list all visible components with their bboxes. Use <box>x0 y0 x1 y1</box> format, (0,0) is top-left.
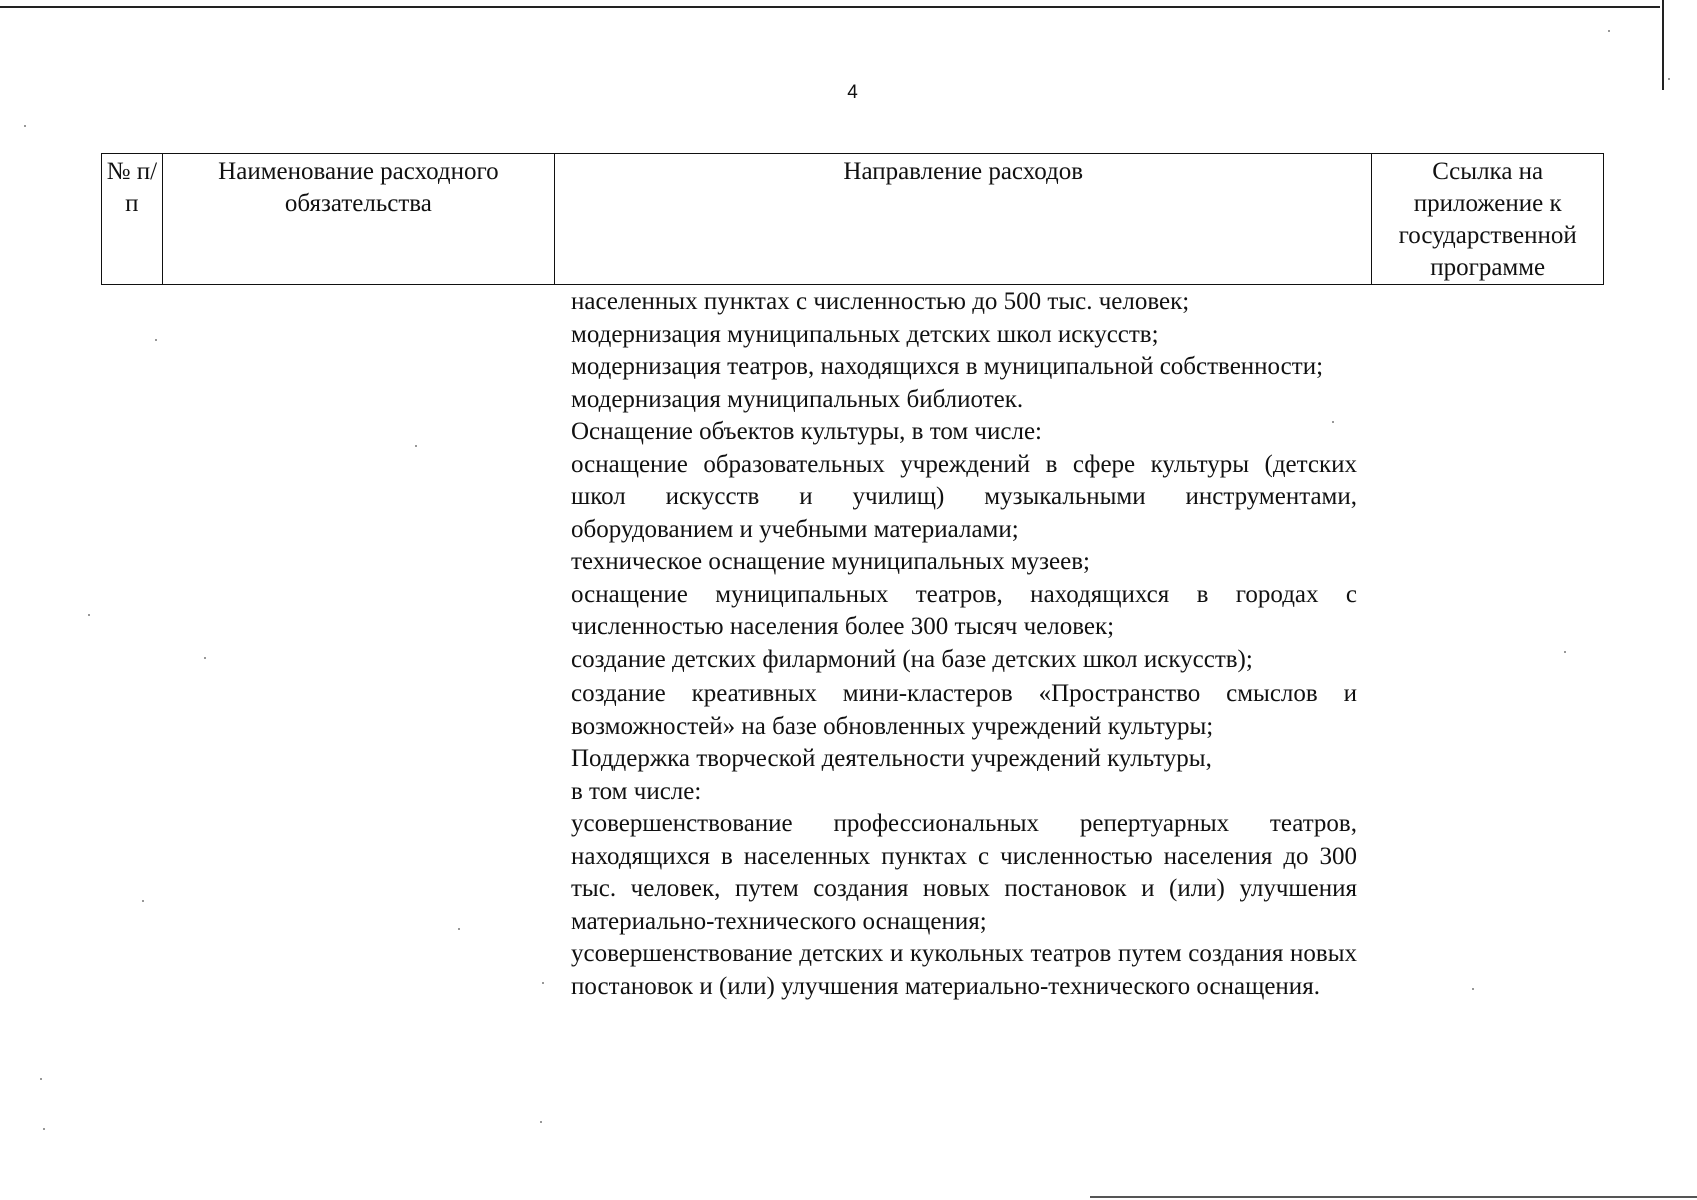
expense-directions-text <box>571 286 1357 1003</box>
scan-speck <box>540 1121 542 1123</box>
paragraph: населенных пунктах с численностью до 500 тыс. человек; <box>571 288 1190 315</box>
header-cell-number: № п/п <box>102 154 163 285</box>
scan-speck <box>204 657 206 659</box>
expense-table-header <box>101 153 1604 285</box>
paragraph: усовершенствование детских и кукольных театров путем создания новых постановок и (или) улучшения материально-технического оснащения. <box>571 940 1357 1000</box>
paragraph: техническое оснащение муниципальных музеев; <box>571 548 1090 575</box>
scan-speck <box>1332 421 1334 423</box>
scan-speck <box>88 614 90 616</box>
paragraph: усовершенствование профессиональных репертуарных театров, находящихся в населенных пунктах с численностью населения до 300 тыс. человек, путем создания новых постановок и (или) улучшения материально-технического оснащения; <box>571 810 1357 935</box>
scan-speck <box>155 339 157 341</box>
scan-edge-top <box>0 6 1660 8</box>
scan-speck <box>458 928 460 930</box>
scan-speck <box>142 900 144 902</box>
scan-edge-bottom <box>1090 1196 1697 1198</box>
paragraph: модернизация муниципальных библиотек. <box>571 385 1024 413</box>
paragraph: оснащение муниципальных театров, находящихся в городах с численностью населения более 300 тысяч человек; <box>571 580 1357 640</box>
paragraph: создание креативных мини-кластеров «Пространство смыслов и возможностей» на базе обновленных учреждений культуры; <box>571 680 1357 740</box>
paragraph: оснащение образовательных учреждений в сфере культуры (детских школ искусств и училищ) музыкальными инструментами, оборудованием и учебными материалами; <box>571 450 1357 543</box>
paragraph: модернизация муниципальных детских школ искусств; <box>571 320 1159 348</box>
paragraph: Поддержка творческой деятельности учреждений культуры, <box>571 745 1212 772</box>
scan-speck <box>1608 30 1610 32</box>
paragraph: в том числе: <box>571 777 702 805</box>
scan-speck <box>43 1128 45 1130</box>
header-cell-direction: Направление расходов <box>555 154 1372 285</box>
scan-speck <box>1472 988 1474 990</box>
page-number: 4 <box>847 82 858 103</box>
table-header-row <box>102 154 1604 285</box>
scan-speck <box>1564 651 1566 653</box>
scan-edge-right <box>1662 0 1664 90</box>
scan-speck <box>1668 78 1670 80</box>
scan-speck <box>40 1078 42 1080</box>
paragraph: создание детских филармоний (на базе детских школ искусств); <box>571 645 1253 673</box>
paragraph: модернизация театров, находящихся в муниципальной собственности; <box>571 353 1324 380</box>
scan-speck <box>415 445 417 447</box>
scan-speck <box>24 125 26 127</box>
paragraph: Оснащение объектов культуры, в том числе: <box>571 418 1042 445</box>
scan-speck <box>542 982 544 984</box>
header-cell-reference: Ссылка на приложение к государственной программе <box>1372 154 1604 285</box>
header-cell-obligation-name: Наименование расходного обязательства <box>162 154 554 285</box>
